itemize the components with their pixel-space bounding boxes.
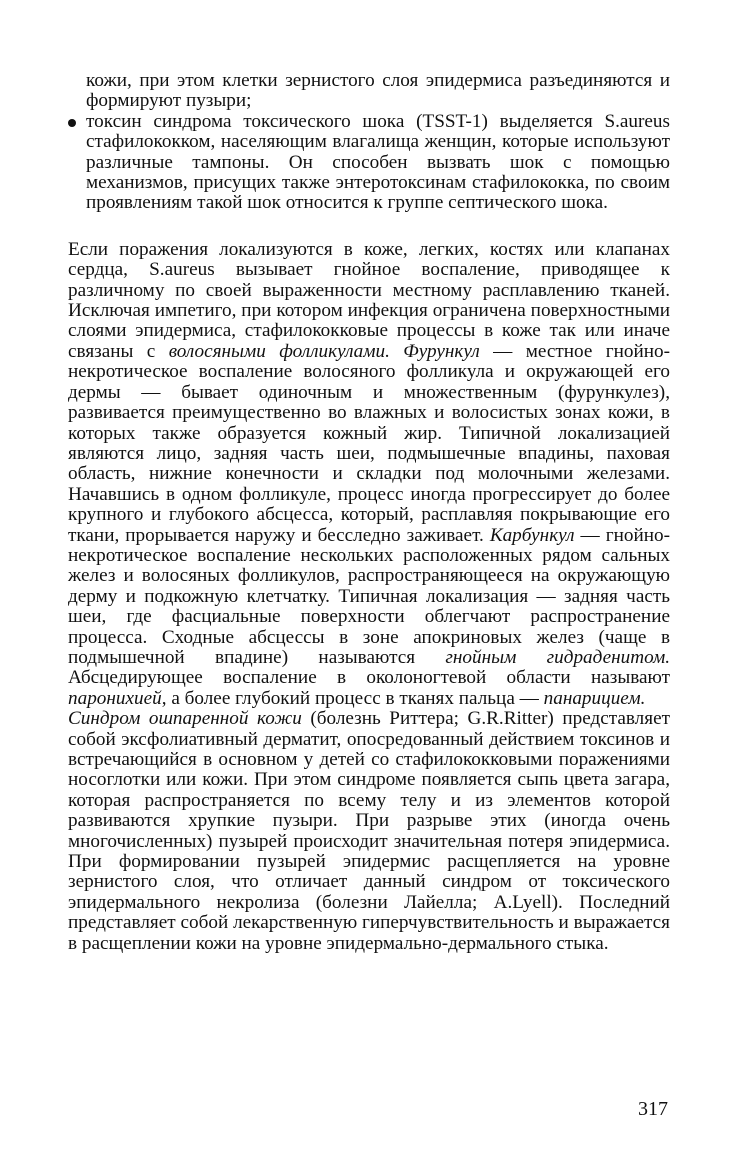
italic-term: Карбункул [489, 524, 575, 546]
text-run: — гнойно-некротическое воспаление нескольких расположенных рядом сальных желез и волосяных фолликулов, распространяющееся на окружающую дерму и подкожную клетчатку. Типичная локализация — задняя часть шеи, где фасциальные поверхности облегчают распространение процесса. Сходные абсцессы в зоне апокриновых желез (чаще в подмышечной впадине) называются [68, 524, 670, 668]
text-run: , а более глубокий процесс в тканях пальца — [161, 687, 544, 709]
paragraph-scalded-skin [68, 709, 670, 954]
paragraph-staph-skin [68, 240, 670, 709]
italic-term: паронихией [68, 687, 162, 709]
text-run: Абсцедирующее воспаление в околоногтевой области называют [68, 667, 670, 689]
italic-term: гнойным гидраденитом. [445, 646, 670, 668]
page-number: 317 [638, 1098, 668, 1120]
bullet-item-tsst [68, 112, 670, 214]
text-run: Если поражения локализуются в коже, легких, костях или клапанах сердца, S.aureus вызывает гнойное воспаление, приводящее к различному по своей выраженности местному расплавлению тканей. Исключая импетиго, при котором инфекция ограничена поверхностными слоями эпидермиса, стафилококковые процессы в коже так или иначе связаны с [68, 238, 670, 362]
bullet-item-continued: кожи, при этом клетки зернистого слоя эпидермиса разъединяются и формируют пузыри; [86, 70, 670, 112]
bullet-list [68, 71, 670, 214]
text-run: (болезнь Риттера; G.R.Ritter) представляет собой эксфолиативный дерматит, опосредованный действием токсинов и встречающийся в основном у детей со стафилококковыми поражениями носоглотки или кожи. При этом синдроме появляется сыпь цвета загара, которая распространяется по всему телу и из элементов которой развиваются хрупкие пузыри. При разрыве этих (иногда очень многочисленных) пузырей происходит значительная потеря эпидермиса. При формировании пузырей эпидермис расщепляется на уровне зернистого слоя, что отличает данный синдром от токсического эпидермального некролиза (болезни Лайелла; A.Lyell). Последний представляет собой лекарственную гиперчувствительность и выражается в расщеплении кожи на уровне эпидермально-дермального стыка. [68, 708, 670, 954]
text-run: — местное гнойно-некротическое воспаление волосяного фолликула и окружающей его дермы — бывает одиночным и множественным (фурункулез), развивается преимущественно во влажных и волосистых зонах кожи, в которых также образуется кожный жир. Типичной локализацией являются лицо, задняя часть шеи, подмышечные впадины, паховая область, нижние конечности и складки под молочными железами. Начавшись в одном фолликуле, процесс иногда прогрессирует до более крупного и глубокого абсцесса, который, расплавляя покрывающие его ткани, прорывается наружу и бесследно заживает. [68, 340, 670, 546]
bullet-dot-icon [68, 119, 76, 127]
italic-term: волосяными фолликулами. Фурункул [168, 340, 480, 362]
bullet-text: токсин синдрома токсического шока (TSST-1) выделяется S.aureus стафилококком, населяющим влагалища женщин, которые используют различные тампоны. Он способен вызвать шок с помощью механизмов, присущих также энтеротоксинам стафилококка, по своим проявлениям такой шок относится к группе септического шока. [86, 110, 670, 214]
section-gap [68, 214, 670, 240]
page-body [68, 71, 670, 954]
italic-term: панарицием. [543, 687, 646, 709]
italic-term: Синдром ошпаренной кожи [68, 708, 302, 730]
